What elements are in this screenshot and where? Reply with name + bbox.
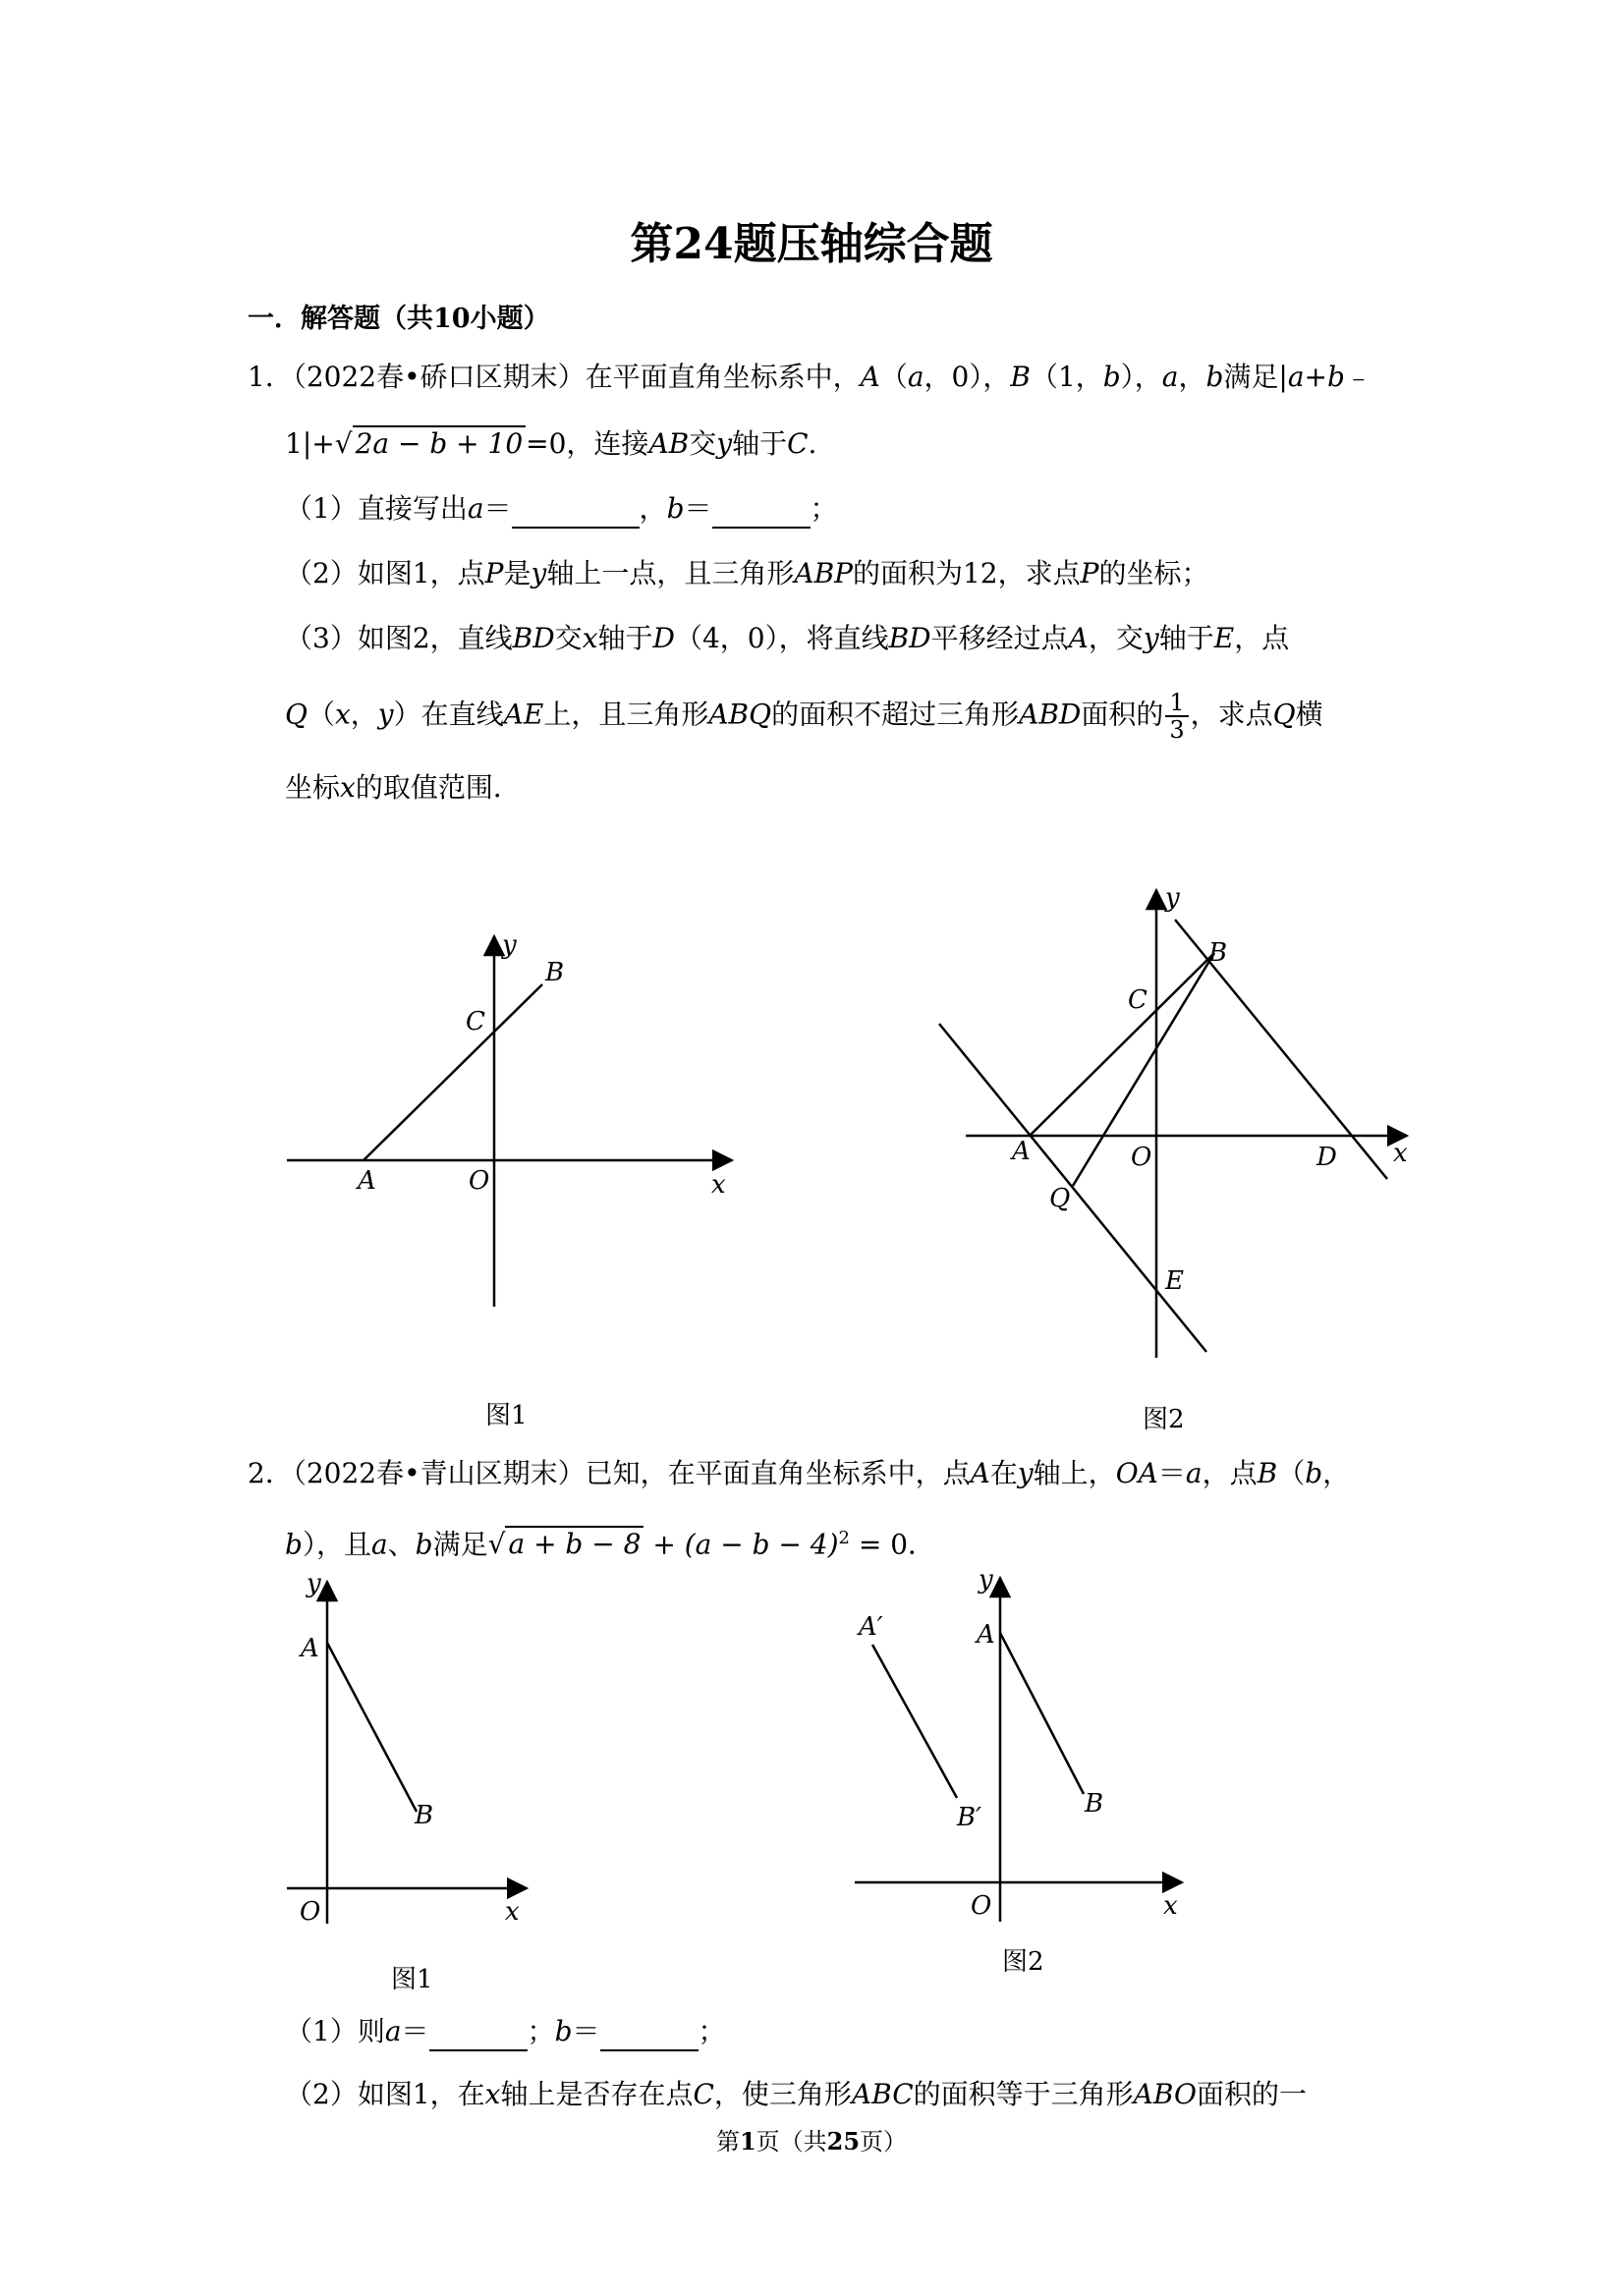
label-b: B: [415, 1801, 434, 1830]
label-e: E: [1165, 1266, 1184, 1296]
label-x: x: [1393, 1139, 1408, 1168]
q2-part-2: （2）如图1，在x轴上是否存在点C，使三角形ABC的面积等于三角形ABO面积的一: [285, 2078, 1307, 2110]
figure-caption: 图1: [485, 1401, 528, 1430]
label-o: O: [469, 1166, 490, 1196]
label-x: x: [1163, 1891, 1178, 1921]
page-title: 第24题压轴综合题: [630, 219, 993, 269]
label-a-prime: A′: [859, 1612, 883, 1642]
q1-part-3: （3）如图2，直线BD交x轴于D（4，0），将直线BD平移经过点A，交y轴于E，点: [285, 622, 1290, 654]
label-y: y: [502, 930, 517, 960]
label-o: O: [300, 1897, 321, 1927]
label-a: A: [977, 1620, 995, 1650]
label-y: y: [979, 1565, 993, 1595]
label-c: C: [466, 1007, 485, 1036]
label-y: y: [1165, 883, 1180, 913]
label-o: O: [971, 1891, 992, 1921]
label-c: C: [1128, 985, 1147, 1015]
sqrt-expression: √ 2a − b + 10: [335, 424, 526, 464]
fraction-one-third: $\frac{1}{3}$: [1165, 690, 1188, 743]
label-b: B: [1208, 938, 1228, 968]
segment-ab: [1000, 1633, 1084, 1794]
q1-part-3-cont: Q（x，y）在直线AE上，且三角形ABQ的面积不超过三角形ABD面积的 $\frac{1}{3}$ ，求点Q横: [285, 689, 1323, 744]
q1-part-1: （1）直接写出a＝ ，b＝ ；: [285, 489, 838, 529]
label-d: D: [1316, 1143, 1337, 1172]
label-x: x: [505, 1897, 520, 1927]
label-a: A: [1012, 1137, 1031, 1166]
label-x: x: [711, 1170, 726, 1200]
q1-part-2: （2）如图1，点P是y轴上一点，且三角形ABP的面积为12，求点P的坐标；: [285, 557, 1209, 589]
q2-part-1: （1）则a＝ ；b＝ ；: [285, 2012, 726, 2051]
label-b: B: [1085, 1789, 1104, 1819]
figure-caption: 图2: [1143, 1405, 1185, 1434]
label-o: O: [1131, 1143, 1152, 1172]
answer-blank-b[interactable]: [600, 2022, 699, 2051]
answer-blank-a[interactable]: [429, 2022, 528, 2051]
q2-line-2: b），且a、b满足√ $a + b - 8 + (a - b - 4)^2 = 0$．: [285, 1519, 935, 1564]
q1-line-1: 1．（2022春•硚口区期末）在平面直角坐标系中，A（a，0），B（1，b），a，b满足|a+b﹣: [248, 361, 1372, 393]
label-y: y: [307, 1569, 321, 1598]
label-q: Q: [1049, 1184, 1071, 1213]
page-footer: 第1页（共25页）: [715, 2127, 908, 2156]
q1-part-3-end: 坐标x的取值范围．: [285, 771, 521, 804]
figure-caption: 图1: [391, 1965, 433, 1994]
q1-line-2: 1|+√ 2a − b + 10 =0，连接AB交y轴于C.: [285, 424, 816, 464]
label-a: A: [301, 1634, 319, 1663]
figure-caption: 图2: [1002, 1947, 1044, 1977]
section-heading: 一．解答题（共10小题）: [248, 304, 550, 334]
label-b: B: [545, 958, 565, 987]
q2-line-1: 2．（2022春•青山区期末）已知，在平面直角坐标系中，点A在y轴上，OA＝a，点B（b，: [248, 1457, 1351, 1489]
label-a: A: [358, 1166, 376, 1196]
segment-a1b1: [872, 1645, 957, 1798]
label-b-prime: B′: [957, 1803, 982, 1832]
sqrt-expression: √ a + b − 8: [488, 1525, 644, 1564]
